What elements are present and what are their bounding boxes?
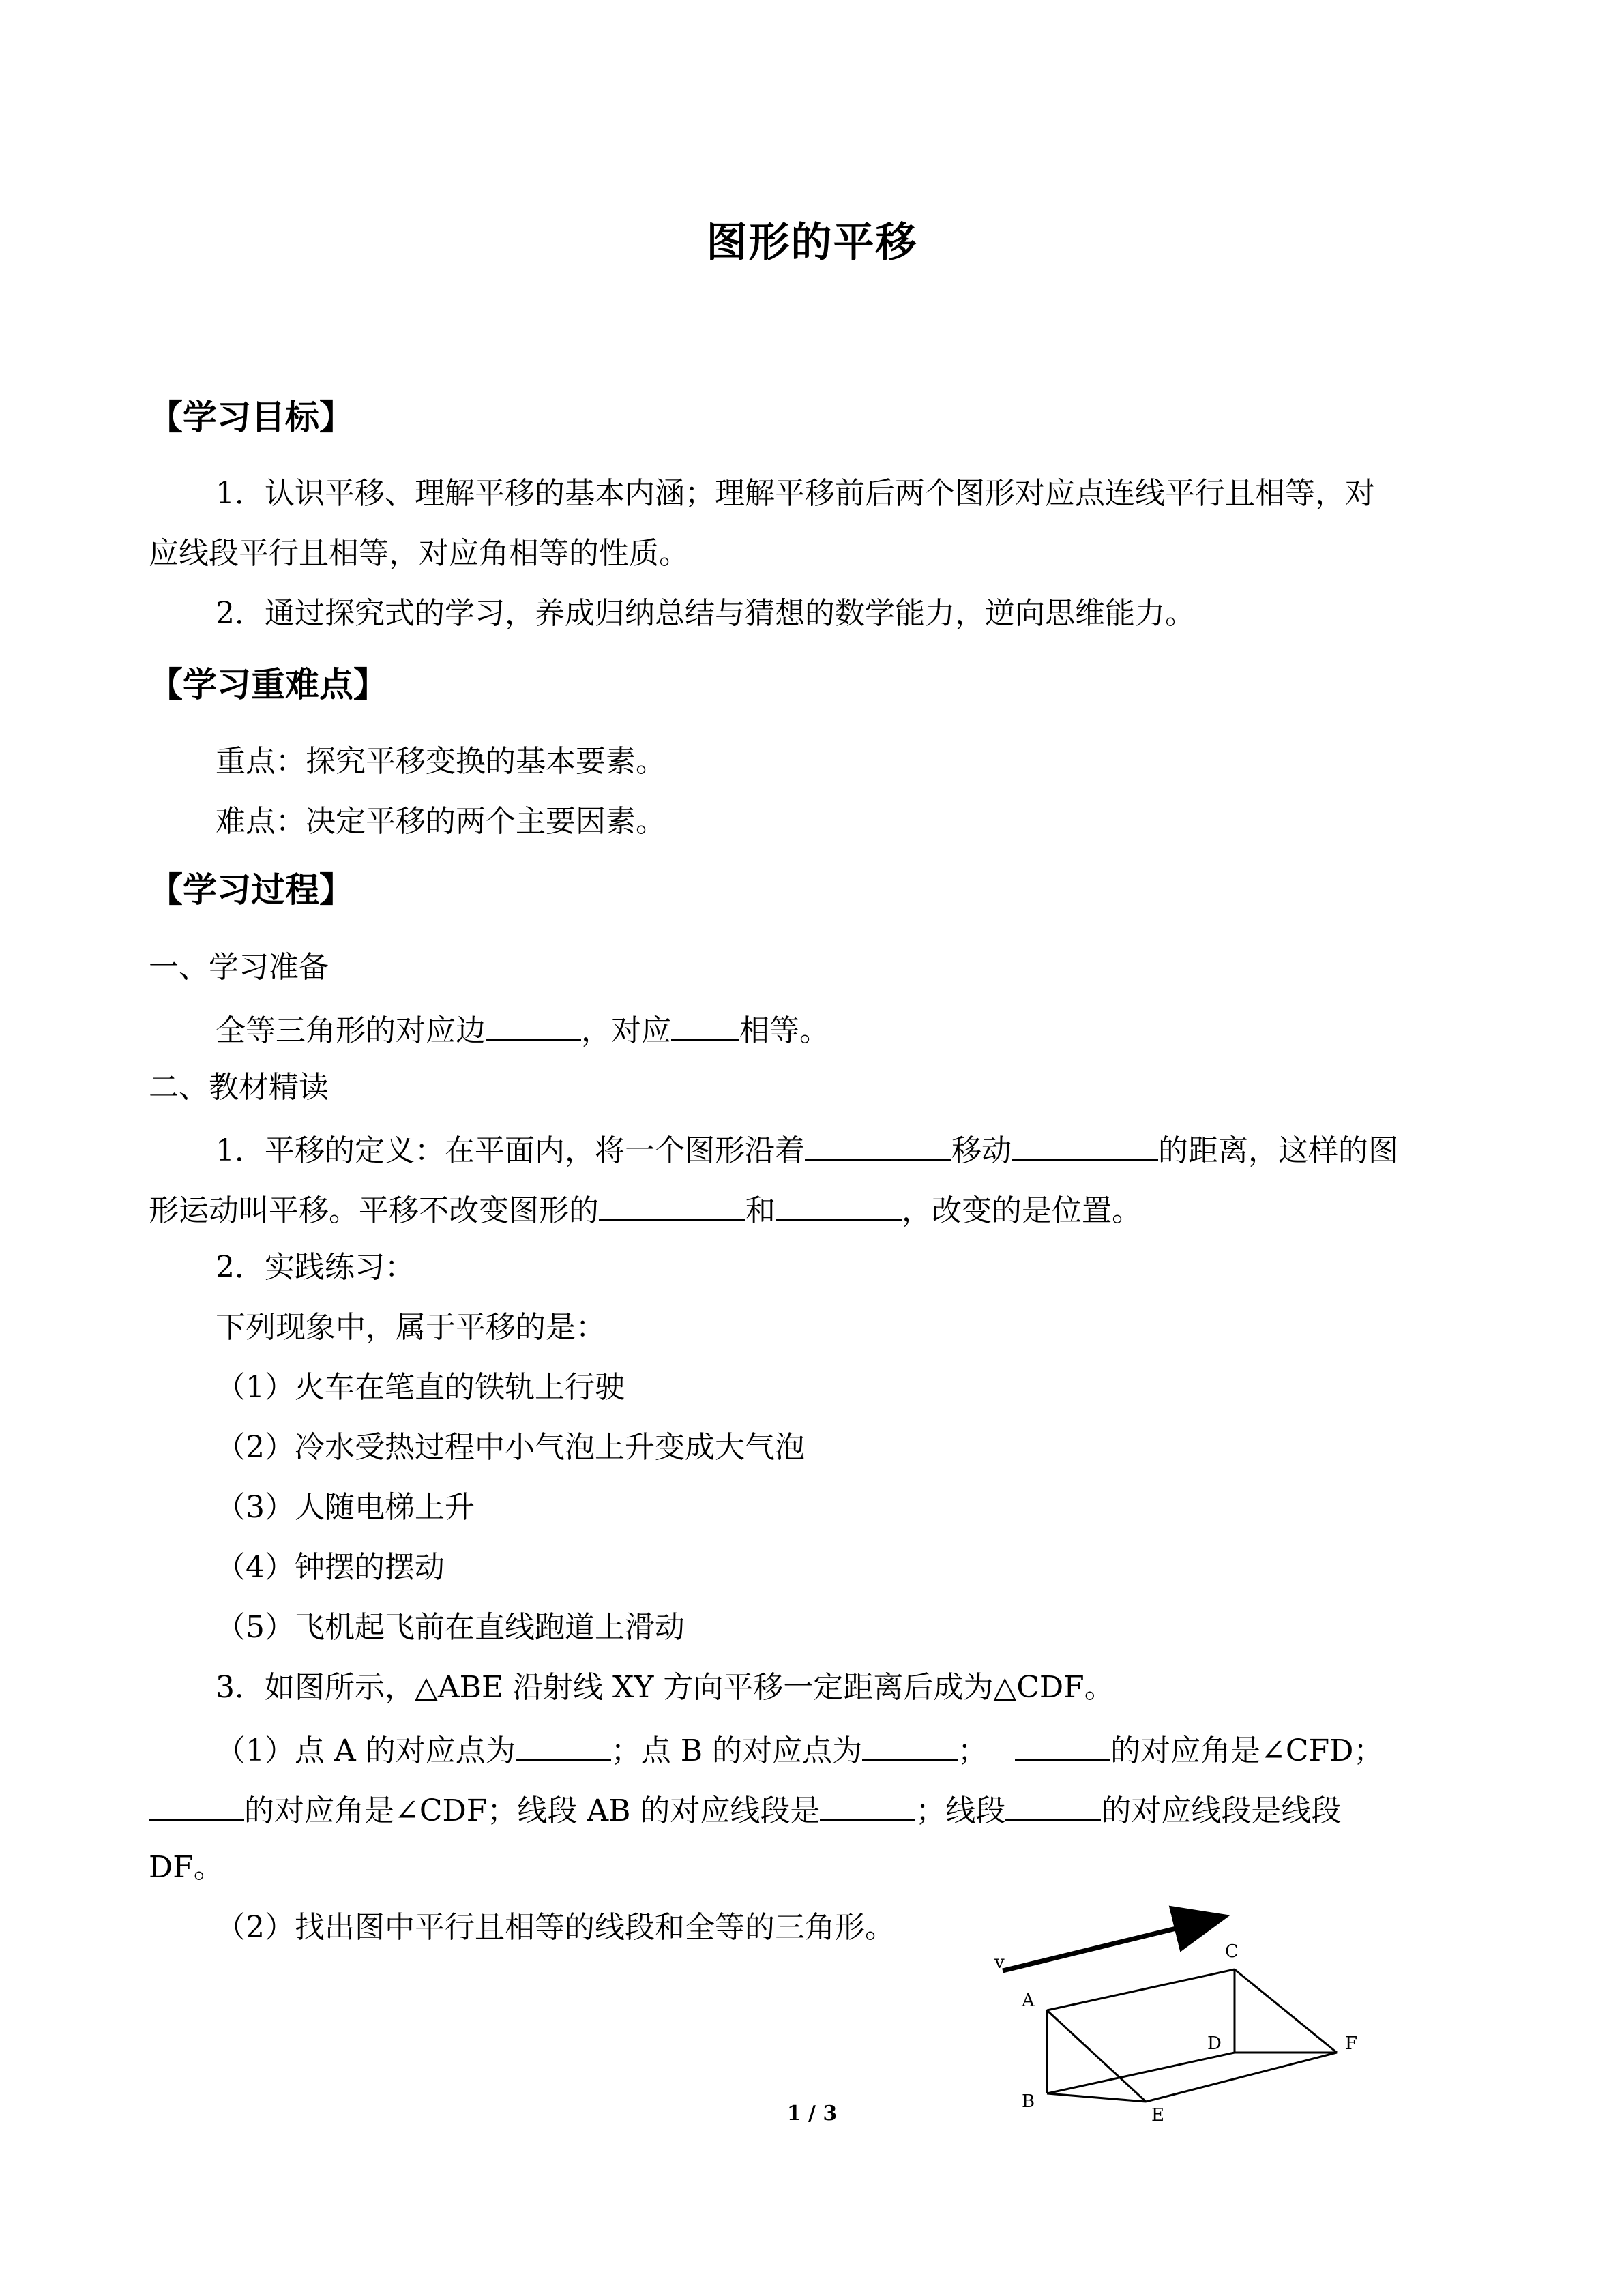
segment-ae xyxy=(1047,2010,1146,2102)
prep-title: 一、学习准备 xyxy=(149,950,329,985)
option-item: （3）人随电梯上升 xyxy=(216,1490,475,1525)
def2-text-c: ，改变的是位置。 xyxy=(902,1193,1142,1228)
label-f: F xyxy=(1345,2033,1358,2054)
answer-blank[interactable] xyxy=(1012,1131,1158,1161)
answer-blank[interactable] xyxy=(862,1731,958,1761)
goal-item-1-line-2: 应线段平行且相等，对应角相等的性质。 xyxy=(149,536,689,571)
def2-text-b: 和 xyxy=(745,1193,776,1228)
q3-1-text-e: 的对应角是∠CDF；线段 AB 的对应线段是 xyxy=(244,1793,821,1828)
label-v: v xyxy=(994,1952,1005,1973)
difficult-point-text: 难点：决定平移的两个主要因素。 xyxy=(216,804,666,839)
definition-line-2 xyxy=(149,1191,1142,1227)
translation-figure xyxy=(982,1903,1405,2134)
q3-1-text-b: ；点 B 的对应点为 xyxy=(610,1733,863,1768)
key-point-text: 重点：探究平移变换的基本要素。 xyxy=(216,744,666,779)
def2-text-a: 形运动叫平移。平移不改变图形的 xyxy=(149,1193,599,1228)
segment-be xyxy=(1047,2093,1146,2102)
ray-xy-arrow xyxy=(1003,1918,1221,1971)
answer-blank[interactable] xyxy=(1015,1731,1110,1761)
segment-ef xyxy=(1146,2053,1337,2102)
goal-item-2: 2．通过探究式的学习，养成归纳总结与猜想的数学能力，逆向思维能力。 xyxy=(216,596,1195,631)
answer-blank[interactable] xyxy=(149,1791,244,1821)
label-a: A xyxy=(1022,1991,1035,2011)
question-3-1-line-3: DF。 xyxy=(149,1850,224,1885)
definition-line-1 xyxy=(216,1131,1398,1167)
practice-title: 2．实践练习： xyxy=(216,1250,415,1285)
option-item: （5）飞机起飞前在直线跑道上滑动 xyxy=(216,1610,685,1645)
answer-blank[interactable] xyxy=(805,1131,951,1161)
question-3-1-line-2 xyxy=(149,1791,1341,1828)
answer-blank[interactable] xyxy=(1005,1791,1101,1821)
answer-blank[interactable] xyxy=(486,1011,581,1041)
answer-blank[interactable] xyxy=(671,1011,739,1041)
segment-bd xyxy=(1047,2053,1235,2093)
q3-1-text-g: 的对应线段是线段 xyxy=(1101,1793,1342,1828)
process-heading: 【学习过程】 xyxy=(149,870,353,910)
practice-question: 下列现象中，属于平移的是： xyxy=(216,1310,606,1345)
option-item: （2）冷水受热过程中小气泡上升变成大气泡 xyxy=(216,1430,805,1465)
segment-ac xyxy=(1047,1969,1235,2010)
answer-blank[interactable] xyxy=(599,1191,745,1221)
page-number: 1 / 3 xyxy=(786,2102,838,2126)
option-item: （1）火车在笔直的铁轨上行驶 xyxy=(216,1370,625,1405)
goal-item-1-line-1: 1．认识平移、理解平移的基本内涵；理解平移前后两个图形对应点连线平行且相等，对 xyxy=(216,476,1375,511)
prep-text-b: ，对应 xyxy=(581,1013,671,1048)
question-3-1-line-1 xyxy=(216,1731,1383,1768)
segment-cf xyxy=(1235,1969,1337,2053)
question-3-2: （2）找出图中平行且相等的线段和全等的三角形。 xyxy=(216,1910,895,1945)
prep-text-c: 相等。 xyxy=(739,1013,829,1048)
prep-question xyxy=(216,1011,829,1047)
goals-heading: 【学习目标】 xyxy=(149,398,353,437)
answer-blank[interactable] xyxy=(516,1731,611,1761)
def-text-b: 移动 xyxy=(951,1133,1012,1168)
def-text-a: 1．平移的定义：在平面内，将一个图形沿着 xyxy=(216,1133,805,1168)
q3-1-text-f: ；线段 xyxy=(915,1793,1006,1828)
read-title: 二、教材精读 xyxy=(149,1070,329,1105)
page-title: 图形的平移 xyxy=(706,219,918,267)
label-d: D xyxy=(1207,2033,1222,2054)
q3-1-text-a: （1）点 A 的对应点为 xyxy=(216,1733,516,1768)
question-3: 3．如图所示，△ABE 沿射线 XY 方向平移一定距离后成为△CDF。 xyxy=(216,1670,1114,1705)
label-e: E xyxy=(1151,2105,1164,2126)
option-item: （4）钟摆的摆动 xyxy=(216,1550,445,1585)
q3-1-text-d: 的对应角是∠CFD； xyxy=(1110,1733,1384,1768)
def-text-c: 的距离，这样的图 xyxy=(1158,1133,1398,1168)
prep-text-a: 全等三角形的对应边 xyxy=(216,1013,486,1048)
q3-1-text-c: ； xyxy=(958,1733,988,1768)
answer-blank[interactable] xyxy=(776,1191,902,1221)
label-c: C xyxy=(1225,1941,1239,1962)
label-b: B xyxy=(1022,2091,1035,2112)
answer-blank[interactable] xyxy=(820,1791,915,1821)
key-points-heading: 【学习重难点】 xyxy=(149,665,387,704)
